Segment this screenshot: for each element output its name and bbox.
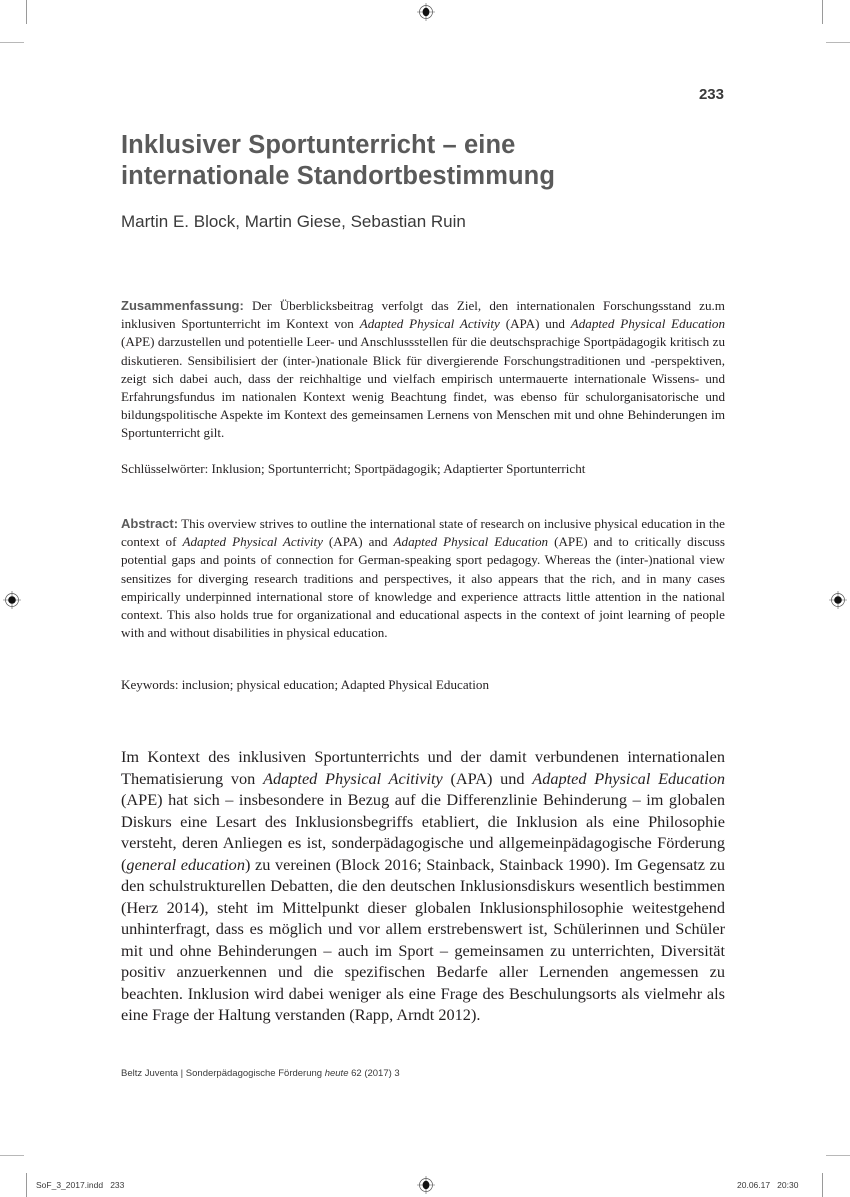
text-segment: (APE) and to critically discuss potential gaps and points of connection for German-speaking sport pedagogy. Whereas the (inter-)national view sensitizes for diverging research traditions and perspectives, it also appears that the rich, and in many cases empirically underpinned international store of knowledge and experience attracts little attention in the national context. This also holds true for organizational and educational aspects in the context of joint learning of people with and without disabilities in physical education. (121, 534, 725, 641)
text-segment: ) zu vereinen (Block 2016; Stainback, Stainback 1990). Im Gegensatz zu den schulstrukturellen Debatten, die den deutschen Inklusionsdiskurs wesentlich bestimmen (Herz 2014), steht im Mittelpunkt dieser globalen Inklusionsphilosophie weitestgehend unhinterfragt, dass es möglich und vor allem erstrebenswert ist, Schülerinnen und Schüler mit und ohne Behinderungen – auch im Sport – gemeinsamen zu unterrichten, Diversität positiv anzuerkennen und die spezifischen Bedarfe aller Lernenden angemessen zu beachten. Inklusion wird dabei weniger als eine Frage des Beschulungsorts als vielmehr als eine Frage der Haltung verstanden (Rapp, Arndt 2012). (121, 854, 725, 1024)
title-line-2: internationale Standortbestimmung (121, 162, 555, 190)
text-segment: (APA) and (322, 534, 394, 550)
text-segment: (APE) darzustellen und potentielle Leer- und Anschlussstellen für die deutschsprachige Sportpädagogik kritisch zu diskutieren. Sensibilisiert der (inter-)nationale Blick für divergierende Forschungstraditionen und -perspektiven, zeigt sich dabei auch, dass der reichhaltige und vielfach empirisch untermauerte internationale Wissens- und Erfahrungsfundus im nationalen Kontext wenig Beachtung findet, was ebenso für schulorganisatorische und bildungspolitische Aspekte im Kontext des gemeinsamen Lernens von Menschen mit und ohne Behinderungen im Sportunterricht gilt. (121, 334, 725, 441)
italic-term: Adapted Physical Education (532, 768, 725, 788)
italic-term: Adapted Physical Activity (182, 534, 323, 550)
slug-datetime: 20.06.17 20:30 (737, 1180, 799, 1190)
registration-mark-left-icon (3, 591, 21, 609)
crop-mark-left-bottom (0, 1155, 24, 1156)
text-segment: Der Überblicksbeitrag verfolgt das Ziel, den internationalen Forschungsstand zu.m inklusiven Sportunterricht im Kontext von (121, 298, 725, 332)
italic-term: Adapted Physical Education (393, 534, 549, 550)
italic-term: Adapted Physical Education (570, 316, 725, 332)
crop-mark-top-left (26, 0, 27, 24)
abstract-label: Abstract: (121, 516, 179, 531)
zusammenfassung-paragraph (121, 297, 725, 443)
slug-filename: SoF_3_2017.indd 233 (36, 1180, 125, 1190)
italic-term: Adapted Physical Acitivity (263, 768, 443, 788)
crop-mark-bottom-right (822, 1173, 823, 1197)
authors: Martin E. Block, Martin Giese, Sebastian Ruin (121, 212, 466, 231)
zusammenfassung-label: Zusammenfassung: (121, 298, 244, 313)
text-segment: (APA) und (499, 316, 571, 332)
registration-mark-top-icon (417, 3, 435, 21)
crop-mark-top-right (822, 0, 823, 24)
crop-mark-left-top (0, 42, 24, 43)
article-title (121, 130, 741, 192)
body-paragraph (121, 746, 725, 1026)
text-segment: This overview strives to outline the international state of research on inclusive physical education in the context of (121, 516, 725, 550)
keywords: Keywords: inclusion; physical education; Adapted Physical Education (121, 677, 490, 692)
schluesselwoerter: Schlüsselwörter: Inklusion; Sportunterricht; Sportpädagogik; Adaptierter Sportunterricht (121, 461, 586, 476)
italic-term: Adapted Physical Activity (359, 316, 500, 332)
crop-mark-bottom-left (26, 1173, 27, 1197)
crop-mark-right-top (826, 42, 850, 43)
publisher: Beltz Juventa (121, 1068, 179, 1079)
separator: | (178, 1068, 186, 1079)
crop-mark-right-bottom (826, 1155, 850, 1156)
journal-name: Sonderpädagogische Förderung (185, 1068, 325, 1079)
text-segment: (APE) hat sich – insbesondere in Bezug auf die Differenzlinie Behinderung – im globalen Diskurs eine Lesart des Inklusionsbegriffs etabliert, die Inklusion als eine Philosophie versteht, deren Anliegen es ist, sonderpädagogische und allgemeinpädagogische Förderung ( (121, 790, 725, 874)
page-number: 233 (698, 86, 724, 103)
title-line-1: Inklusiver Sportunterricht – eine (121, 131, 516, 159)
journal-footer (121, 1068, 400, 1079)
abstract-paragraph (121, 515, 725, 642)
text-segment: Im Kontext des inklusiven Sportunterrichts und der damit verbundenen internationalen Thematisierung von (121, 747, 725, 788)
registration-mark-bottom-icon (417, 1176, 435, 1194)
text-segment: (APA) und (442, 768, 533, 788)
registration-mark-right-icon (829, 591, 847, 609)
journal-issue: 62 (2017) 3 (348, 1068, 400, 1079)
journal-name-italic: heute (324, 1068, 349, 1079)
italic-term: general education (126, 854, 245, 874)
